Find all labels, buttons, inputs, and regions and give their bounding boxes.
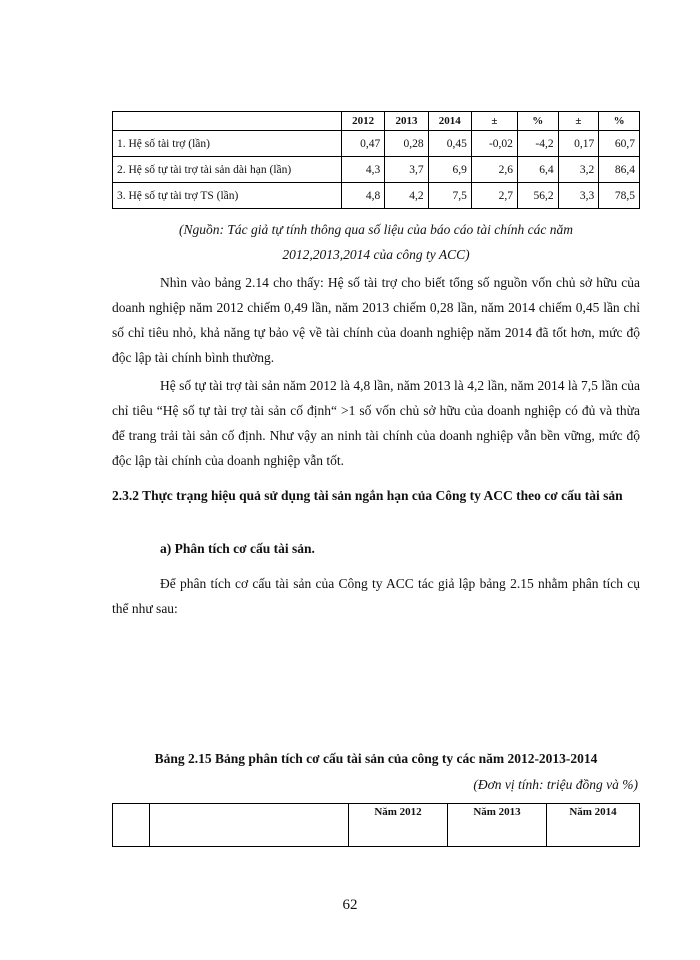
asset-structure-table xyxy=(112,803,640,847)
cell-value: 86,4 xyxy=(599,157,640,183)
header-diff-1: ± xyxy=(471,112,517,131)
cell-value: 6,4 xyxy=(517,157,558,183)
paragraph-2: Hệ số tự tài trợ tài sản năm 2012 là 4,8 lần, năm 2013 là 4,2 lần, năm 2014 là 7,5 lần của chỉ tiêu “Hệ số tự tài trợ tài sản cố định“ >1 số vốn chủ sở hữu của doanh nghiệp có đủ và thừa để trang trải tài sản cố định. Như vậy an ninh tài chính của doanh nghiệp vẫn bền vững, mức độ độc lập tài chính của doanh nghiệp vẫn tốt. xyxy=(112,378,640,468)
cell-value: 60,7 xyxy=(599,131,640,157)
cell-value: 4,2 xyxy=(385,183,428,209)
table-caption: Bảng 2.15 Bảng phân tích cơ cấu tài sản của công ty các năm 2012-2013-2014 xyxy=(154,751,598,766)
cell-value: 0,28 xyxy=(385,131,428,157)
cell-value: 3,2 xyxy=(558,157,599,183)
cell-value: 7,5 xyxy=(428,183,471,209)
section-heading: 2.3.2 Thực trạng hiệu quả sử dụng tài sản ngắn hạn của Công ty ACC theo cơ cấu tài sản xyxy=(112,488,623,503)
header-pct-2: % xyxy=(599,112,640,131)
cell-value: 2,6 xyxy=(471,157,517,183)
cell-value: 56,2 xyxy=(517,183,558,209)
header-cell-label xyxy=(150,804,349,847)
cell-value: 4,3 xyxy=(342,157,385,183)
table-header-row xyxy=(113,112,640,131)
source-note-line-1: (Nguồn: Tác giả tự tính thông qua số liệu của báo cáo tài chính các năm xyxy=(179,222,573,237)
paragraph-3: Để phân tích cơ cấu tài sản của Công ty ACC tác giả lập bảng 2.15 nhằm phân tích cụ thể như sau: xyxy=(112,576,640,616)
cell-value: 0,45 xyxy=(428,131,471,157)
cell-value: 6,9 xyxy=(428,157,471,183)
header-year-2012: Năm 2012 xyxy=(349,804,448,847)
header-2014: 2014 xyxy=(428,112,471,131)
header-2012: 2012 xyxy=(342,112,385,131)
header-diff-2: ± xyxy=(558,112,599,131)
ratio-table xyxy=(112,111,640,209)
subheading: a) Phân tích cơ cấu tài sản. xyxy=(160,541,315,556)
cell-value: -0,02 xyxy=(471,131,517,157)
header-pct-1: % xyxy=(517,112,558,131)
page-number: 62 xyxy=(342,897,358,913)
source-note-line-2: 2012,2013,2014 của công ty ACC) xyxy=(282,247,470,262)
header-cell-index xyxy=(113,804,150,847)
header-year-2013: Năm 2013 xyxy=(448,804,547,847)
cell-value: 3,7 xyxy=(385,157,428,183)
row-label: 1. Hệ số tài trợ (lần) xyxy=(113,131,342,157)
table-row xyxy=(113,131,640,157)
header-2013: 2013 xyxy=(385,112,428,131)
table-unit-note: (Đơn vị tính: triệu đồng và %) xyxy=(473,777,638,792)
header-year-2014: Năm 2014 xyxy=(547,804,640,847)
cell-value: 2,7 xyxy=(471,183,517,209)
cell-value: 78,5 xyxy=(599,183,640,209)
row-label: 3. Hệ số tự tài trợ TS (lần) xyxy=(113,183,342,209)
cell-value: 0,17 xyxy=(558,131,599,157)
paragraph-1: Nhìn vào bảng 2.14 cho thấy: Hệ số tài trợ cho biết tổng số nguồn vốn chủ sở hữu của doanh nghiệp năm 2012 chiếm 0,49 lần, năm 2013 chiếm 0,28 lần, năm 2014 chiếm 0,45 lần chỉ số chỉ tiêu nhỏ, khả năng tự bảo vệ về tài chính của doanh nghiệp năm 2014 đã tốt hơn, mức độ độc lập tài chính bình thường. xyxy=(112,275,640,365)
row-label: 2. Hệ số tự tài trợ tài sản dài hạn (lần) xyxy=(113,157,342,183)
cell-value: -4,2 xyxy=(517,131,558,157)
cell-value: 0,47 xyxy=(342,131,385,157)
table-row xyxy=(113,183,640,209)
cell-value: 3,3 xyxy=(558,183,599,209)
header-label-cell xyxy=(113,112,342,131)
table-row xyxy=(113,157,640,183)
cell-value: 4,8 xyxy=(342,183,385,209)
table-header-row xyxy=(113,804,640,847)
